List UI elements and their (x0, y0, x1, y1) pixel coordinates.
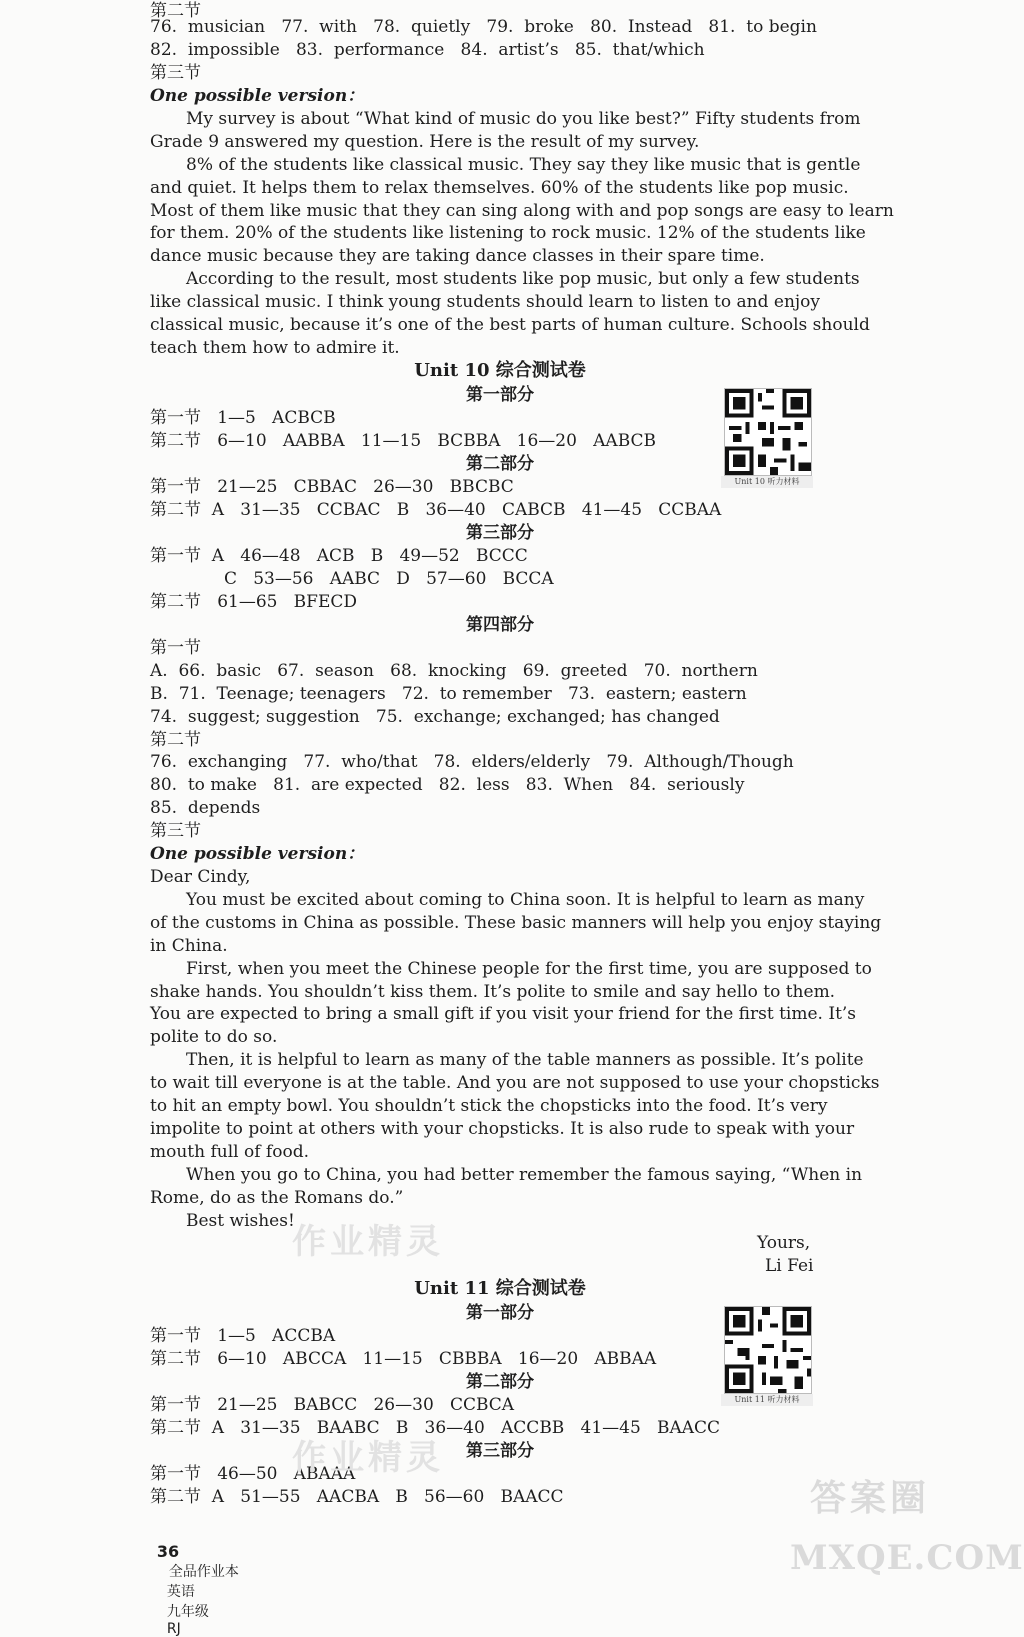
text-line: 第二节 A 31—35 CCBAC B 36—40 CABCB 41—45 CCBAA (150, 500, 722, 520)
text-line: Most of them like music that they can sing along with and pop songs are easy to learn (150, 201, 894, 221)
text-line: C 53—56 AABC D 57—60 BCCA (224, 569, 554, 589)
text-line: 第二节 A 31—35 BAABC B 36—40 ACCBB 41—45 BAACC (150, 1418, 721, 1438)
text-line: 第一节 1—5 ACCBA (150, 1326, 336, 1346)
text-line: to hit an empty bowl. You shouldn’t stick the chopsticks into the food. It’s very (150, 1096, 828, 1116)
text-line: and quiet. It helps them to relax themselves. 60% of the students like pop music. (150, 178, 849, 198)
qr-code-icon[interactable] (724, 1306, 812, 1394)
text-line: 第二节 (150, 730, 201, 750)
text-line: 第二节 6—10 AABBA 11—15 BCBBA 16—20 AABCB (150, 431, 656, 451)
text-line: 第一节 (150, 638, 201, 658)
text-line: dance music because they are taking dance classes in their spare time. (150, 246, 765, 266)
edition: RJ (166, 1621, 181, 1637)
text-line: Dear Cindy, (150, 867, 251, 887)
text-line: 第一部分 (466, 385, 534, 405)
text-line: to wait till everyone is at the table. And you are not supposed to use your chopsticks (150, 1073, 880, 1093)
text-line: One possible version： (150, 844, 365, 864)
text-line: Then, it is helpful to learn as many of the table manners as possible. It’s polite (186, 1050, 864, 1070)
text-line: 第三部分 (466, 523, 534, 543)
book-title: 全品作业本 (168, 1564, 239, 1580)
text-line: for them. 20% of the students like listening to rock music. 12% of the students like (150, 223, 866, 243)
text-line: According to the result, most students like pop music, but only a few students (186, 269, 860, 289)
text-line: B. 71. Teenage; teenagers 72. to remember 73. eastern; eastern (150, 684, 747, 704)
text-line: Unit 11 综合测试卷 (414, 1278, 586, 1299)
text-line: Unit 10 综合测试卷 (414, 360, 586, 381)
text-line: 第二节 61—65 BFECD (150, 592, 358, 612)
text-line: 82. impossible 83. performance 84. artist’s 85. that/which (150, 40, 705, 60)
page-footer (148, 1526, 239, 1637)
text-line: polite to do so. (150, 1027, 278, 1047)
text-line: 第一节 21—25 BABCC 26—30 CCBCA (150, 1395, 515, 1415)
text-line: One possible version： (150, 86, 365, 106)
text-line: 第二部分 (466, 1372, 534, 1392)
grade: 九年级 (166, 1604, 209, 1620)
text-line: teach them how to admire it. (150, 338, 400, 358)
text-line: 第四部分 (466, 615, 534, 635)
text-line: A. 66. basic 67. season 68. knocking 69. greeted 70. northern (150, 661, 758, 681)
watermark: 作业精灵 (292, 1438, 444, 1478)
text-line: First, when you meet the Chinese people for the first time, you are supposed to (186, 959, 872, 979)
text-line: 第一节 A 46—48 ACB B 49—52 BCCC (150, 546, 528, 566)
text-line: like classical music. I think young students should learn to listen to and enjoy (150, 292, 821, 312)
text-line: 第二节 (150, 1, 201, 21)
text-line: 第二节 A 51—55 AACBA B 56—60 BAACC (150, 1487, 564, 1507)
watermark: 答案圈 (810, 1477, 931, 1519)
text-line: 8% of the students like classical music. They say they like music that is gentle (186, 155, 861, 175)
text-line: of the customs in China as possible. These basic manners will help you enjoy staying (150, 913, 882, 933)
qr-code-icon[interactable] (724, 388, 812, 476)
text-line: Grade 9 answered my question. Here is the result of my survey. (150, 132, 700, 152)
text-line: 第一节 1—5 ACBCB (150, 408, 336, 428)
text-line: 第一节 21—25 CBBAC 26—30 BBCBC (150, 477, 514, 497)
subject: 英语 (166, 1584, 195, 1600)
text-line: My survey is about “What kind of music do you like best?” Fifty students from (186, 109, 861, 129)
text-line: 第二部分 (466, 454, 534, 474)
text-line: 76. exchanging 77. who/that 78. elders/elderly 79. Although/Though (150, 752, 794, 772)
text-line: 74. suggest; suggestion 75. exchange; exchanged; has changed (150, 707, 720, 727)
watermark: MXQE.COM (790, 1538, 1024, 1578)
text-line: 第三节 (150, 821, 201, 841)
text-line: classical music, because it’s one of the best parts of human culture. Schools should (150, 315, 870, 335)
text-line: You must be excited about coming to China soon. It is helpful to learn as many (186, 890, 865, 910)
text-line: shake hands. You shouldn’t kiss them. It’s polite to smile and say hello to them. (150, 982, 836, 1002)
qr-caption: Unit 10 听力材料 (721, 476, 813, 488)
text-line: 80. to make 81. are expected 82. less 83. When 84. seriously (150, 775, 745, 795)
text-line: in China. (150, 936, 228, 956)
text-line: Yours, (757, 1233, 811, 1253)
text-line: 第一节 46—50 ABAAA (150, 1464, 356, 1484)
text-line: mouth full of food. (150, 1142, 309, 1162)
text-line: When you go to China, you had better remember the famous saying, “When in (186, 1165, 863, 1185)
text-line: 85. depends (150, 798, 261, 818)
text-line: impolite to point at others with your chopsticks. It is also rude to speak with your (150, 1119, 855, 1139)
text-line: Best wishes! (186, 1211, 295, 1231)
qr-caption: Unit 11 听力材料 (721, 1394, 813, 1406)
text-line: 第一部分 (466, 1303, 534, 1323)
text-line: 76. musician 77. with 78. quietly 79. broke 80. Instead 81. to begin (150, 17, 817, 37)
text-line: Li Fei (765, 1256, 814, 1276)
page-number: 36 (156, 1542, 180, 1561)
text-line: 第三节 (150, 63, 201, 83)
text-line: 第二节 6—10 ABCCA 11—15 CBBBA 16—20 ABBAA (150, 1349, 657, 1369)
text-line: Rome, do as the Romans do.” (150, 1188, 404, 1208)
text-line: 第三部分 (466, 1441, 534, 1461)
watermark: 作业精灵 (292, 1222, 444, 1262)
text-line: You are expected to bring a small gift if you visit your friend for the first time. It’s (150, 1004, 857, 1024)
